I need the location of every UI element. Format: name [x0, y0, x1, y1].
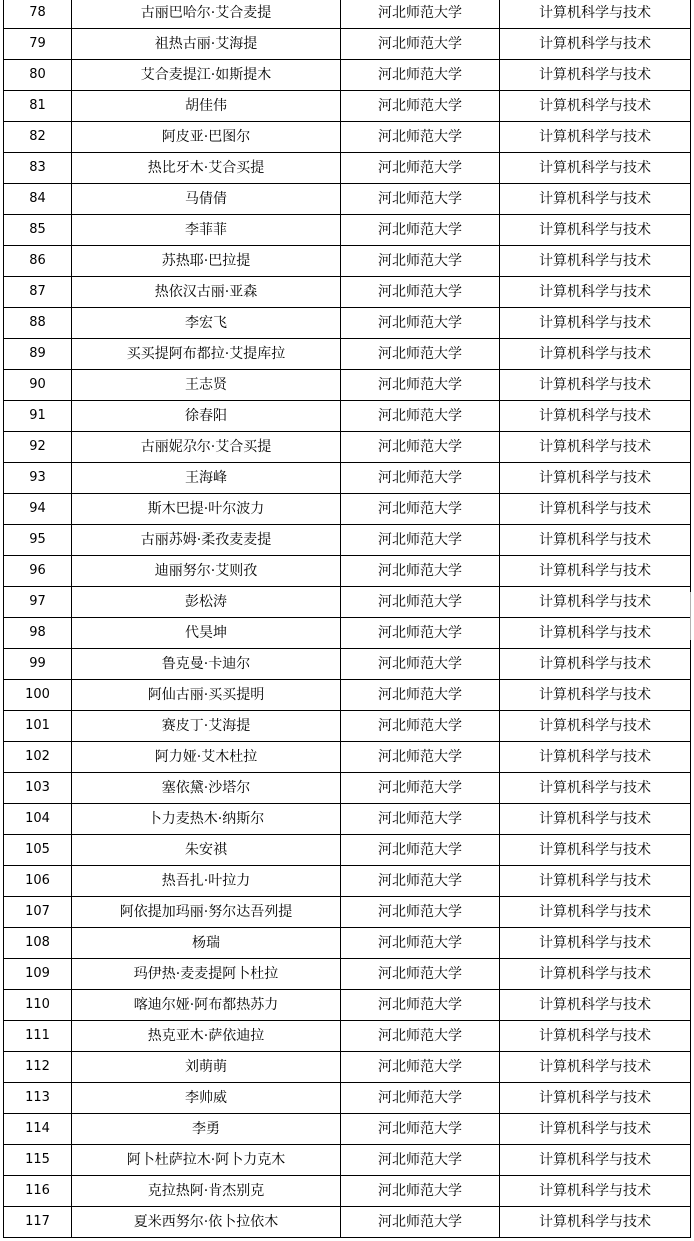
table-row: [4, 711, 691, 742]
table-row: [4, 60, 691, 91]
table-row: [4, 1021, 691, 1052]
school-name: 河北师范大学: [341, 215, 500, 246]
major-name: 计算机科学与技术: [500, 1052, 691, 1083]
major-name: 计算机科学与技术: [500, 773, 691, 804]
table-row: [4, 153, 691, 184]
roster-body: [4, 0, 691, 1238]
school-name: 河北师范大学: [341, 0, 500, 29]
major-name: 计算机科学与技术: [500, 308, 691, 339]
roster-table: [3, 0, 691, 1238]
school-name: 河北师范大学: [341, 184, 500, 215]
school-name: 河北师范大学: [341, 897, 500, 928]
row-number: 93: [4, 463, 72, 494]
major-name: 计算机科学与技术: [500, 432, 691, 463]
row-number: 96: [4, 556, 72, 587]
student-name: 朱安祺: [72, 835, 341, 866]
major-name: 计算机科学与技术: [500, 215, 691, 246]
student-name: 塞依黛·沙塔尔: [72, 773, 341, 804]
row-number: 97: [4, 587, 72, 618]
row-number: 102: [4, 742, 72, 773]
table-row: [4, 339, 691, 370]
row-number: 105: [4, 835, 72, 866]
major-name: 计算机科学与技术: [500, 91, 691, 122]
school-name: 河北师范大学: [341, 835, 500, 866]
school-name: 河北师范大学: [341, 122, 500, 153]
student-name: 古丽巴哈尔·艾合麦提: [72, 0, 341, 29]
school-name: 河北师范大学: [341, 711, 500, 742]
table-row: [4, 773, 691, 804]
row-number: 91: [4, 401, 72, 432]
school-name: 河北师范大学: [341, 277, 500, 308]
table-row: [4, 1145, 691, 1176]
school-name: 河北师范大学: [341, 959, 500, 990]
row-number: 114: [4, 1114, 72, 1145]
major-name: 计算机科学与技术: [500, 1114, 691, 1145]
table-row: [4, 215, 691, 246]
row-number: 78: [4, 0, 72, 29]
side-edge-mark: [690, 592, 694, 640]
major-name: 计算机科学与技术: [500, 835, 691, 866]
row-number: 92: [4, 432, 72, 463]
student-name: 买买提阿布都拉·艾提库拉: [72, 339, 341, 370]
school-name: 河北师范大学: [341, 804, 500, 835]
row-number: 107: [4, 897, 72, 928]
school-name: 河北师范大学: [341, 773, 500, 804]
table-row: [4, 928, 691, 959]
student-name: 阿仙古丽·买买提明: [72, 680, 341, 711]
row-number: 99: [4, 649, 72, 680]
row-number: 110: [4, 990, 72, 1021]
major-name: 计算机科学与技术: [500, 60, 691, 91]
table-row: [4, 370, 691, 401]
major-name: 计算机科学与技术: [500, 463, 691, 494]
row-number: 117: [4, 1207, 72, 1238]
student-name: 李帅威: [72, 1083, 341, 1114]
student-name: 热克亚木·萨依迪拉: [72, 1021, 341, 1052]
student-name: 斯木巴提·叶尔波力: [72, 494, 341, 525]
school-name: 河北师范大学: [341, 1176, 500, 1207]
school-name: 河北师范大学: [341, 308, 500, 339]
major-name: 计算机科学与技术: [500, 370, 691, 401]
school-name: 河北师范大学: [341, 91, 500, 122]
student-name: 阿皮亚·巴图尔: [72, 122, 341, 153]
row-number: 88: [4, 308, 72, 339]
school-name: 河北师范大学: [341, 587, 500, 618]
student-name: 热吾扎·叶拉力: [72, 866, 341, 897]
student-name: 阿依提加玛丽·努尔达吾列提: [72, 897, 341, 928]
school-name: 河北师范大学: [341, 556, 500, 587]
major-name: 计算机科学与技术: [500, 277, 691, 308]
major-name: 计算机科学与技术: [500, 1207, 691, 1238]
table-row: [4, 587, 691, 618]
row-number: 82: [4, 122, 72, 153]
table-row: [4, 990, 691, 1021]
student-name: 祖热古丽·艾海提: [72, 29, 341, 60]
student-name: 热依汉古丽·亚森: [72, 277, 341, 308]
table-row: [4, 432, 691, 463]
major-name: 计算机科学与技术: [500, 618, 691, 649]
major-name: 计算机科学与技术: [500, 990, 691, 1021]
row-number: 108: [4, 928, 72, 959]
school-name: 河北师范大学: [341, 680, 500, 711]
table-row: [4, 308, 691, 339]
school-name: 河北师范大学: [341, 649, 500, 680]
major-name: 计算机科学与技术: [500, 866, 691, 897]
student-name: 代昊坤: [72, 618, 341, 649]
row-number: 84: [4, 184, 72, 215]
table-row: [4, 1052, 691, 1083]
row-number: 103: [4, 773, 72, 804]
row-number: 80: [4, 60, 72, 91]
student-name: 热比牙木·艾合买提: [72, 153, 341, 184]
major-name: 计算机科学与技术: [500, 153, 691, 184]
table-row: [4, 1083, 691, 1114]
major-name: 计算机科学与技术: [500, 587, 691, 618]
school-name: 河北师范大学: [341, 432, 500, 463]
school-name: 河北师范大学: [341, 494, 500, 525]
table-row: [4, 277, 691, 308]
major-name: 计算机科学与技术: [500, 1145, 691, 1176]
table-row: [4, 525, 691, 556]
table-row: [4, 463, 691, 494]
major-name: 计算机科学与技术: [500, 184, 691, 215]
school-name: 河北师范大学: [341, 370, 500, 401]
school-name: 河北师范大学: [341, 1021, 500, 1052]
major-name: 计算机科学与技术: [500, 680, 691, 711]
student-name: 王海峰: [72, 463, 341, 494]
row-number: 115: [4, 1145, 72, 1176]
student-name: 杨瑞: [72, 928, 341, 959]
student-name: 艾合麦提江·如斯提木: [72, 60, 341, 91]
school-name: 河北师范大学: [341, 1145, 500, 1176]
school-name: 河北师范大学: [341, 1052, 500, 1083]
student-name: 彭松涛: [72, 587, 341, 618]
student-name: 克拉热阿·肯杰别克: [72, 1176, 341, 1207]
student-name: 卜力麦热木·纳斯尔: [72, 804, 341, 835]
student-name: 阿卜杜萨拉木·阿卜力克木: [72, 1145, 341, 1176]
row-number: 116: [4, 1176, 72, 1207]
table-row: [4, 897, 691, 928]
row-number: 95: [4, 525, 72, 556]
major-name: 计算机科学与技术: [500, 1083, 691, 1114]
student-name: 赛皮丁·艾海提: [72, 711, 341, 742]
school-name: 河北师范大学: [341, 246, 500, 277]
row-number: 85: [4, 215, 72, 246]
major-name: 计算机科学与技术: [500, 711, 691, 742]
school-name: 河北师范大学: [341, 1114, 500, 1145]
major-name: 计算机科学与技术: [500, 122, 691, 153]
student-name: 鲁克曼·卡迪尔: [72, 649, 341, 680]
school-name: 河北师范大学: [341, 401, 500, 432]
table-row: [4, 866, 691, 897]
table-row: [4, 246, 691, 277]
student-name: 喀迪尔娅·阿布都热苏力: [72, 990, 341, 1021]
major-name: 计算机科学与技术: [500, 339, 691, 370]
row-number: 83: [4, 153, 72, 184]
school-name: 河北师范大学: [341, 525, 500, 556]
school-name: 河北师范大学: [341, 928, 500, 959]
school-name: 河北师范大学: [341, 339, 500, 370]
school-name: 河北师范大学: [341, 29, 500, 60]
row-number: 90: [4, 370, 72, 401]
school-name: 河北师范大学: [341, 866, 500, 897]
table-row: [4, 91, 691, 122]
student-name: 古丽苏姆·柔孜麦麦提: [72, 525, 341, 556]
row-number: 101: [4, 711, 72, 742]
major-name: 计算机科学与技术: [500, 494, 691, 525]
major-name: 计算机科学与技术: [500, 556, 691, 587]
table-row: [4, 804, 691, 835]
row-number: 79: [4, 29, 72, 60]
major-name: 计算机科学与技术: [500, 401, 691, 432]
row-number: 111: [4, 1021, 72, 1052]
major-name: 计算机科学与技术: [500, 29, 691, 60]
major-name: 计算机科学与技术: [500, 804, 691, 835]
school-name: 河北师范大学: [341, 618, 500, 649]
table-row: [4, 184, 691, 215]
row-number: 86: [4, 246, 72, 277]
row-number: 113: [4, 1083, 72, 1114]
table-row: [4, 556, 691, 587]
table-row: [4, 1207, 691, 1238]
school-name: 河北师范大学: [341, 463, 500, 494]
table-row: [4, 29, 691, 60]
major-name: 计算机科学与技术: [500, 742, 691, 773]
school-name: 河北师范大学: [341, 60, 500, 91]
major-name: 计算机科学与技术: [500, 928, 691, 959]
table-row: [4, 1114, 691, 1145]
table-row: [4, 742, 691, 773]
row-number: 109: [4, 959, 72, 990]
major-name: 计算机科学与技术: [500, 0, 691, 29]
student-name: 马倩倩: [72, 184, 341, 215]
student-name: 阿力娅·艾木杜拉: [72, 742, 341, 773]
school-name: 河北师范大学: [341, 990, 500, 1021]
major-name: 计算机科学与技术: [500, 897, 691, 928]
row-number: 106: [4, 866, 72, 897]
major-name: 计算机科学与技术: [500, 525, 691, 556]
student-name: 苏热耶·巴拉提: [72, 246, 341, 277]
row-number: 89: [4, 339, 72, 370]
major-name: 计算机科学与技术: [500, 1021, 691, 1052]
student-name: 迪丽努尔·艾则孜: [72, 556, 341, 587]
major-name: 计算机科学与技术: [500, 649, 691, 680]
row-number: 98: [4, 618, 72, 649]
row-number: 94: [4, 494, 72, 525]
school-name: 河北师范大学: [341, 1207, 500, 1238]
major-name: 计算机科学与技术: [500, 246, 691, 277]
table-row: [4, 122, 691, 153]
student-name: 玛伊热·麦麦提阿卜杜拉: [72, 959, 341, 990]
table-row: [4, 494, 691, 525]
school-name: 河北师范大学: [341, 1083, 500, 1114]
school-name: 河北师范大学: [341, 153, 500, 184]
table-row: [4, 618, 691, 649]
student-name: 李勇: [72, 1114, 341, 1145]
student-name: 古丽妮尕尔·艾合买提: [72, 432, 341, 463]
table-row: [4, 0, 691, 29]
major-name: 计算机科学与技术: [500, 959, 691, 990]
student-name: 徐春阳: [72, 401, 341, 432]
table-row: [4, 680, 691, 711]
row-number: 81: [4, 91, 72, 122]
row-number: 87: [4, 277, 72, 308]
student-name: 胡佳伟: [72, 91, 341, 122]
student-name: 李菲菲: [72, 215, 341, 246]
student-name: 夏米西努尔·依卜拉依木: [72, 1207, 341, 1238]
student-name: 刘萌萌: [72, 1052, 341, 1083]
row-number: 104: [4, 804, 72, 835]
table-row: [4, 1176, 691, 1207]
student-name: 李宏飞: [72, 308, 341, 339]
table-row: [4, 959, 691, 990]
row-number: 100: [4, 680, 72, 711]
major-name: 计算机科学与技术: [500, 1176, 691, 1207]
table-row: [4, 835, 691, 866]
school-name: 河北师范大学: [341, 742, 500, 773]
table-row: [4, 401, 691, 432]
table-row: [4, 649, 691, 680]
student-name: 王志贤: [72, 370, 341, 401]
row-number: 112: [4, 1052, 72, 1083]
